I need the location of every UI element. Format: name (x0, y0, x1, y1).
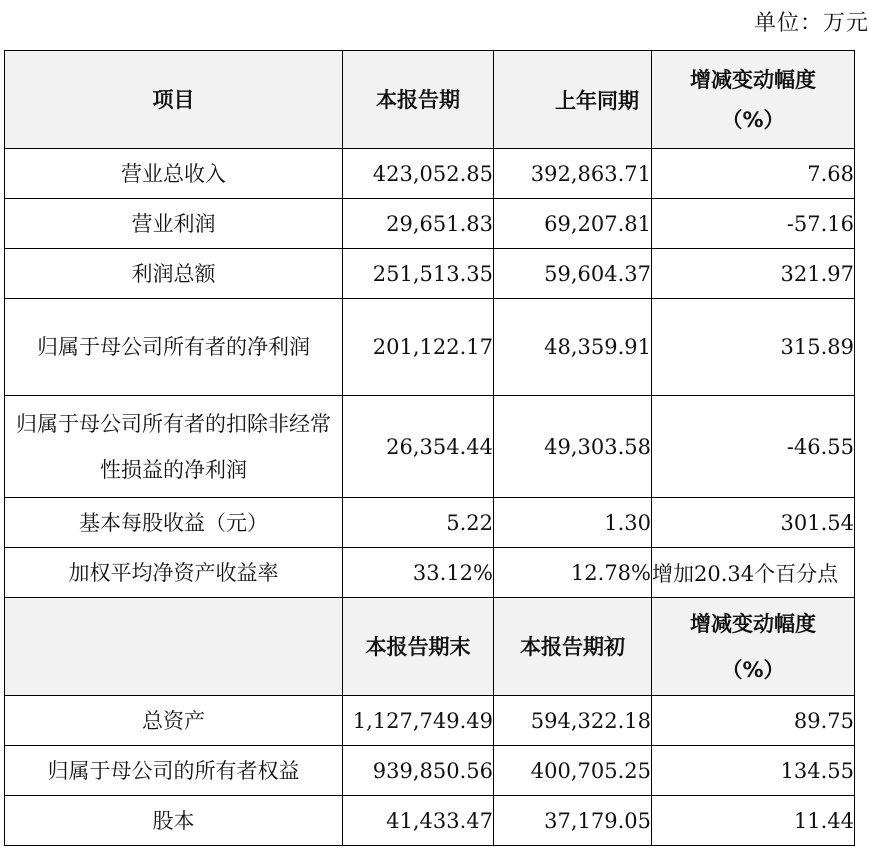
cell-prior: 48,359.91 (494, 299, 652, 396)
table-row (5, 249, 855, 299)
table-row (5, 548, 855, 598)
header-change-text: 增减变动幅度（%） (690, 67, 816, 132)
cell-change: -57.16 (652, 199, 855, 249)
cell-current: 1,127,749.49 (343, 696, 494, 746)
row-label: 归属于母公司所有者的扣除非经常性损益的净利润 (5, 396, 343, 498)
header-period-start: 本报告期初 (494, 598, 652, 696)
cell-change: 301.54 (652, 498, 855, 548)
row-label: 股本 (5, 796, 343, 846)
cell-current: 26,354.44 (343, 396, 494, 498)
table-row (5, 199, 855, 249)
subheader-item (5, 598, 343, 696)
cell-change: 增加20.34个百分点 (652, 548, 855, 598)
cell-current: 41,433.47 (343, 796, 494, 846)
header-change-2-text: 增减变动幅度（%） (690, 611, 816, 682)
cell-current: 939,850.56 (343, 746, 494, 796)
header-change (652, 51, 855, 149)
cell-change: 315.89 (652, 299, 855, 396)
table-row (5, 299, 855, 396)
cell-current: 5.22 (343, 498, 494, 548)
table-subheader-row (5, 598, 855, 696)
header-current-period: 本报告期 (343, 51, 494, 149)
cell-prior: 400,705.25 (494, 746, 652, 796)
cell-prior: 69,207.81 (494, 199, 652, 249)
cell-prior: 49,303.58 (494, 396, 652, 498)
table-row (5, 696, 855, 746)
table-row (5, 796, 855, 846)
cell-prior: 59,604.37 (494, 249, 652, 299)
row-label: 营业利润 (5, 199, 343, 249)
cell-current: 423,052.85 (343, 149, 494, 199)
cell-change: 321.97 (652, 249, 855, 299)
cell-current: 201,122.17 (343, 299, 494, 396)
row-label: 基本每股收益（元） (5, 498, 343, 548)
cell-current: 29,651.83 (343, 199, 494, 249)
row-label: 营业总收入 (5, 149, 343, 199)
row-label: 归属于母公司所有者的净利润 (5, 299, 343, 396)
cell-prior: 37,179.05 (494, 796, 652, 846)
table-row (5, 149, 855, 199)
cell-prior: 594,322.18 (494, 696, 652, 746)
header-change-2 (652, 598, 855, 696)
row-label: 归属于母公司的所有者权益 (5, 746, 343, 796)
cell-change: 134.55 (652, 746, 855, 796)
row-label: 总资产 (5, 696, 343, 746)
header-period-end: 本报告期末 (343, 598, 494, 696)
table-row (5, 396, 855, 498)
unit-label: 单位：万元 (753, 11, 869, 36)
header-item: 项目 (5, 51, 343, 149)
cell-prior: 12.78% (494, 548, 652, 598)
cell-change: 11.44 (652, 796, 855, 846)
cell-prior: 1.30 (494, 498, 652, 548)
cell-change: -46.55 (652, 396, 855, 498)
row-label: 利润总额 (5, 249, 343, 299)
table-row (5, 746, 855, 796)
row-label: 加权平均净资产收益率 (5, 548, 343, 598)
cell-change: 7.68 (652, 149, 855, 199)
table-header-row (5, 51, 855, 149)
cell-prior: 392,863.71 (494, 149, 652, 199)
cell-current: 33.12% (343, 548, 494, 598)
cell-change: 89.75 (652, 696, 855, 746)
cell-current: 251,513.35 (343, 249, 494, 299)
table-row (5, 498, 855, 548)
financial-summary-table (4, 50, 855, 846)
header-prior-period: 上年同期 (494, 51, 652, 149)
